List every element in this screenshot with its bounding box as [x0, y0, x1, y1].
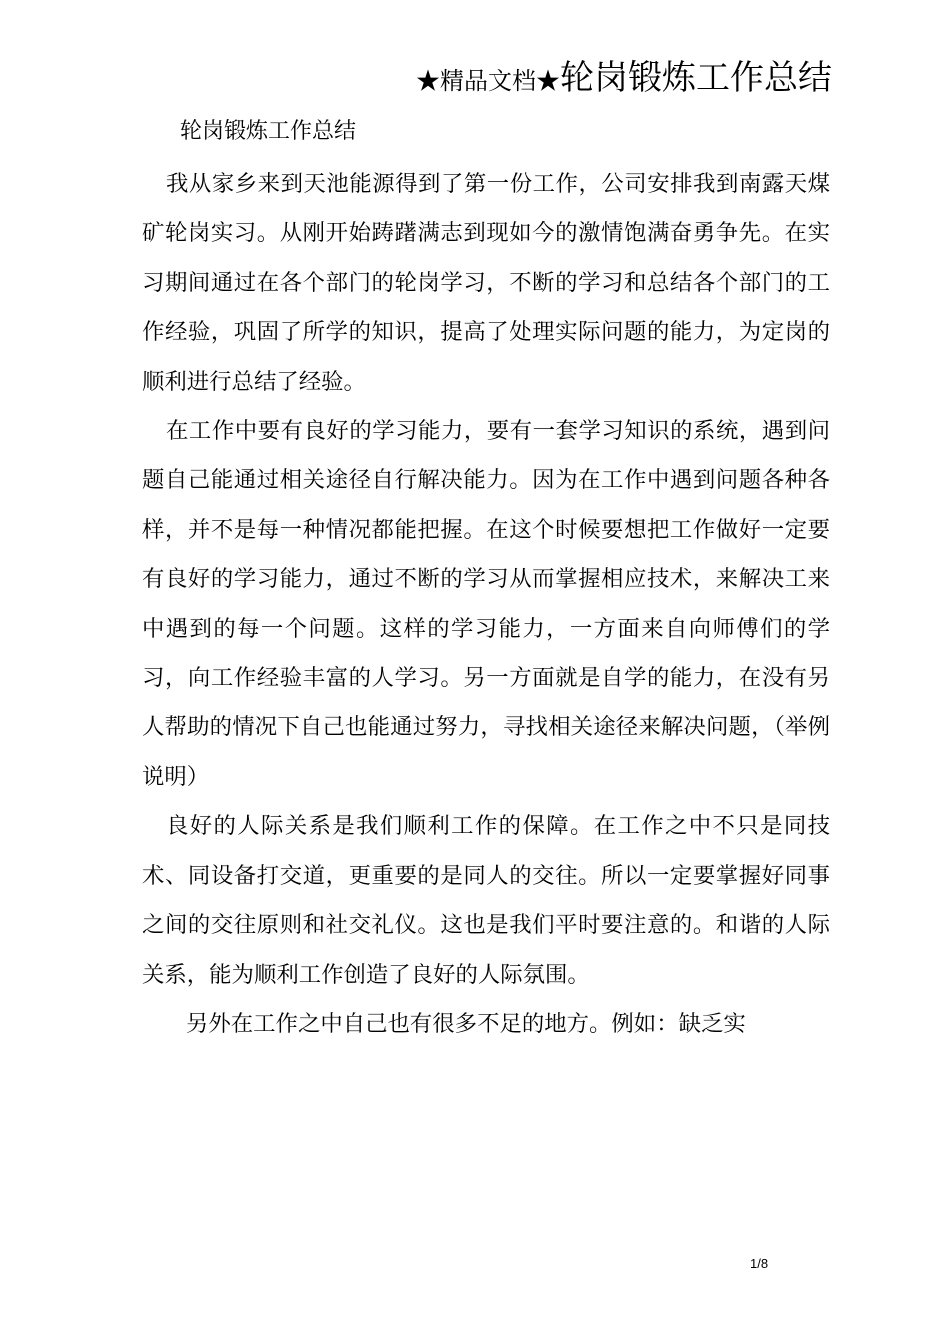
- page-number: 1/8: [750, 1256, 769, 1271]
- document-title: 轮岗锻炼工作总结: [180, 119, 357, 144]
- paragraph: 在工作中要有良好的学习能力，要有一套学习知识的系统，遇到问题自己能通过相关途径自行解决能力。因为在工作中遇到问题各种各样，并不是每一种情况都能把握。在这个时候要想把工作做好一定要有良好的学习能力，通过不断的学习从而掌握相应技术，来解决工来中遇到的每一个问题。这样的学习能力，一方面来自向师傅们的学习，向工作经验丰富的人学习。另一方面就是自学的能力，在没有另人帮助的情况下自己也能通过努力，寻找相关途径来解决问题，（举例说明）: [142, 418, 830, 790]
- header-tag: ★精品文档★: [416, 67, 560, 95]
- paragraph: 另外在工作之中自己也有很多不足的地方。例如：缺乏实: [186, 1010, 746, 1037]
- header-title: 轮岗锻炼工作总结: [560, 58, 832, 98]
- paragraph: 我从家乡来到天池能源得到了第一份工作，公司安排我到南露天煤矿轮岗实习。从刚开始踌躇满志到现如今的激情饱满奋勇争先。在实习期间通过在各个部门的轮岗学习，不断的学习和总结各个部门的工作经验，巩固了所学的知识，提高了处理实际问题的能力，为定岗的顺利进行总结了经验。: [142, 171, 830, 395]
- document-header: [416, 52, 832, 111]
- document-body: [142, 160, 830, 1049]
- paragraph: 良好的人际关系是我们顺利工作的保障。在工作之中不只是同技术、同设备打交道，更重要的是同人的交往。所以一定要掌握好同事之间的交往原则和社交礼仪。这也是我们平时要注意的。和谐的人际关系，能为顺利工作创造了良好的人际氛围。: [142, 813, 830, 988]
